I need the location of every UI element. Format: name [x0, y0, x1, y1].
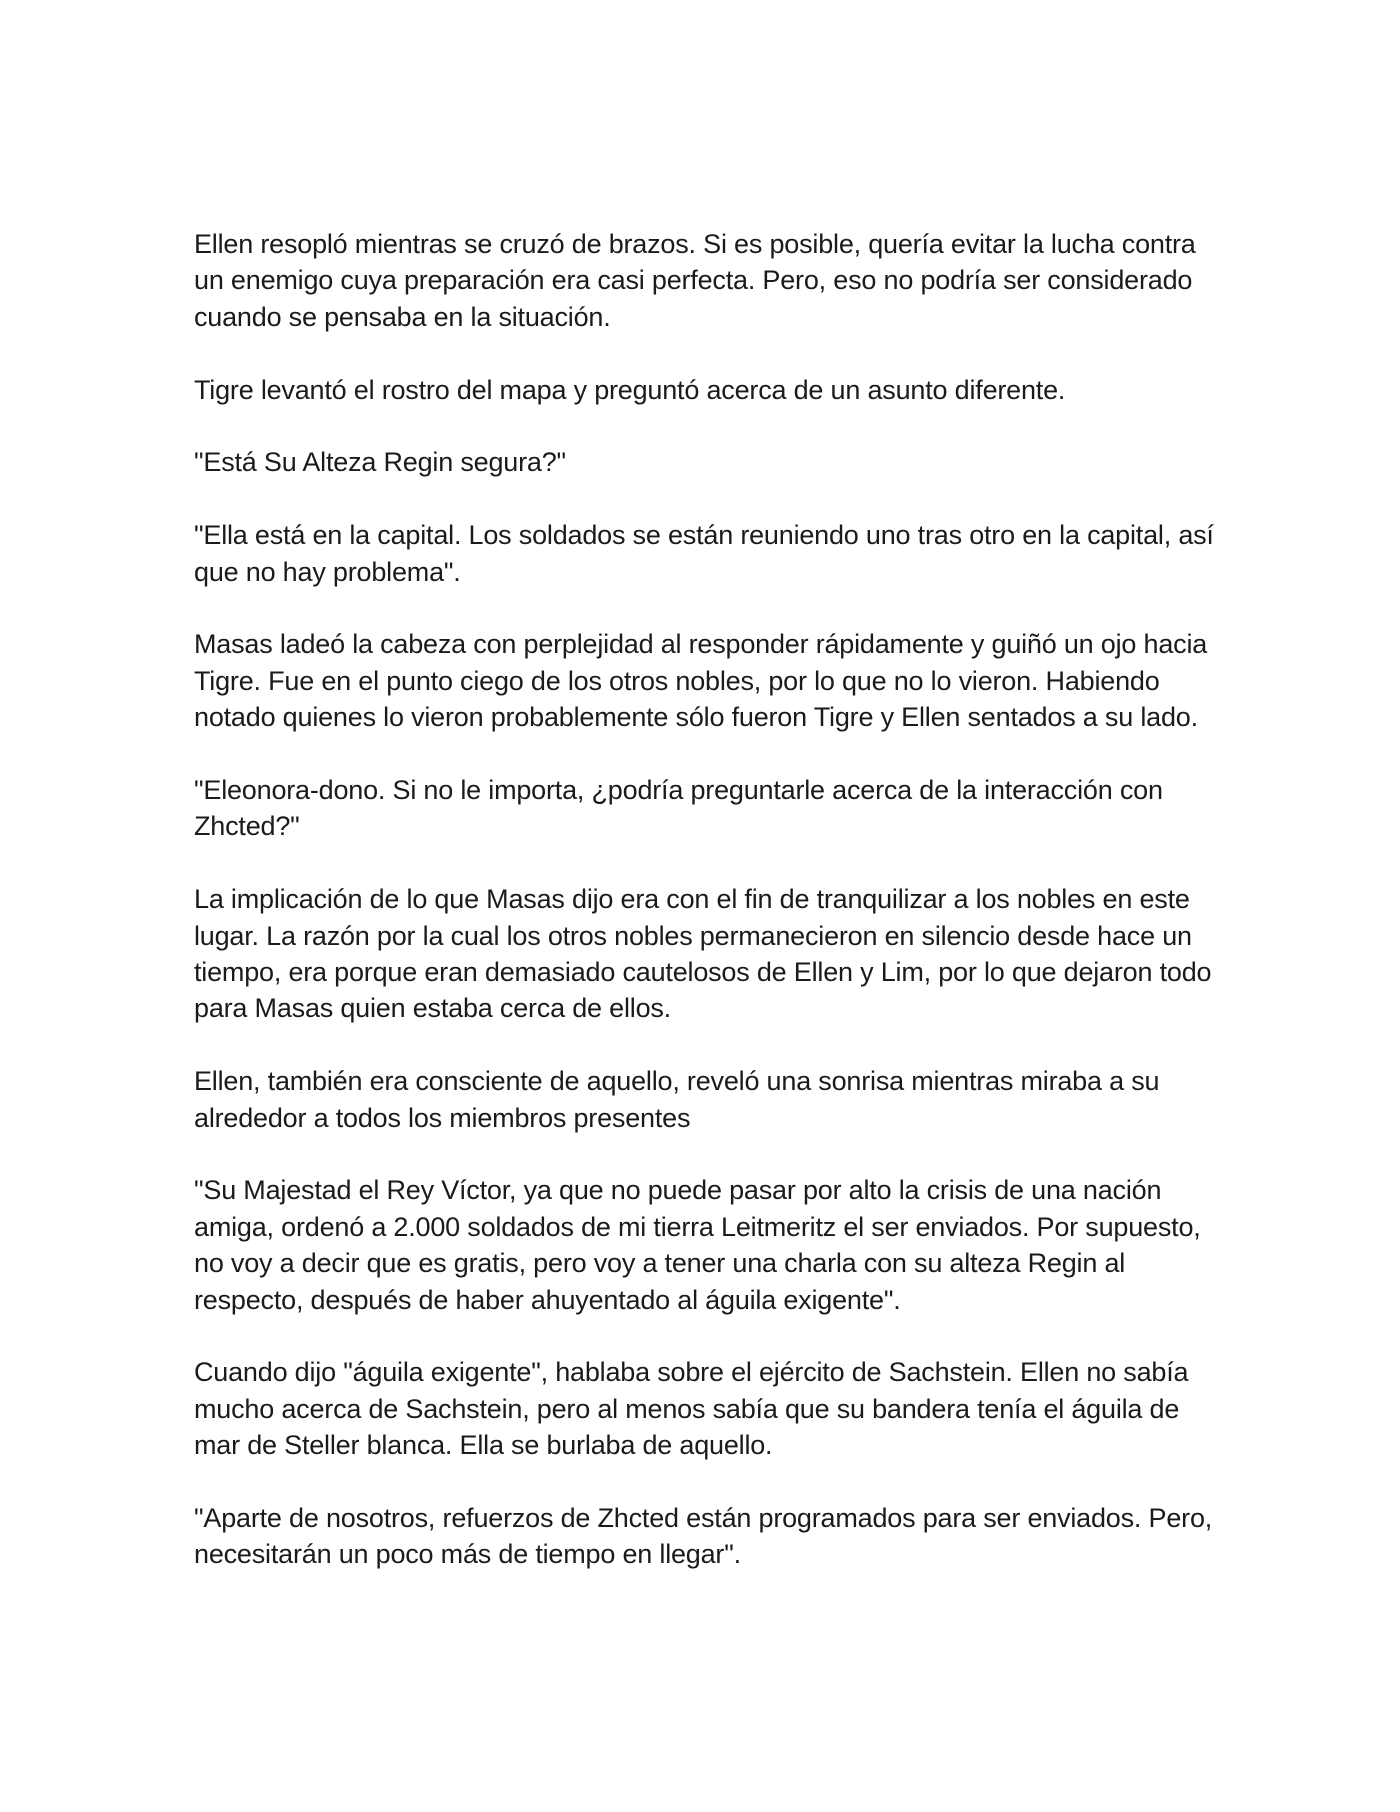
- paragraph-4: "Ella está en la capital. Los soldados se están reuniendo uno tras otro en la capital, así que no hay problema".: [194, 520, 1214, 587]
- paragraph-1: Ellen resopló mientras se cruzó de brazos. Si es posible, quería evitar la lucha contra un enemigo cuya preparación era casi perfecta. Pero, eso no podría ser considerado cuando se pensaba en la situación.: [194, 229, 1196, 332]
- paragraph-5: Masas ladeó la cabeza con perplejidad al responder rápidamente y guiñó un ojo hacia Tigre. Fue en el punto ciego de los otros nobles, por lo que no lo vieron. Habiendo notado quienes lo vieron probablemente sólo fueron Tigre y Ellen sentados a su lado.: [194, 629, 1208, 733]
- paragraph-8: Ellen, también era consciente de aquello, reveló una sonrisa mientras miraba a su alrededor a todos los miembros presentes: [194, 1066, 1160, 1133]
- paragraph-3: "Está Su Alteza Regin segura?": [194, 447, 566, 478]
- paragraph-11: "Aparte de nosotros, refuerzos de Zhcted están programados para ser enviados. Pero, necesitarán un poco más de tiempo en llegar".: [194, 1503, 1213, 1570]
- paragraph-10: Cuando dijo "águila exigente", hablaba sobre el ejército de Sachstein. Ellen no sabía mucho acerca de Sachstein, pero al menos sabía que su bandera tenía el águila de mar de Steller blanca. Ella se burlaba de aquello.: [194, 1357, 1189, 1461]
- paragraph-9: "Su Majestad el Rey Víctor, ya que no puede pasar por alto la crisis de una nación amiga, ordenó a 2.000 soldados de mi tierra Leitmeritz el ser enviados. Por supuesto, no voy a decir que es gratis, pero voy a tener una charla con su alteza Regin al respecto, después de haber ahuyentado al águila exigente".: [194, 1175, 1201, 1315]
- paragraph-2: Tigre levantó el rostro del mapa y preguntó acerca de un asunto diferente.: [194, 374, 1066, 405]
- document-body: [194, 226, 1214, 1609]
- paragraph-6: "Eleonora-dono. Si no le importa, ¿podría preguntarle acerca de la interacción con Zhcted?": [194, 775, 1163, 842]
- paragraph-7: La implicación de lo que Masas dijo era con el fin de tranquilizar a los nobles en este lugar. La razón por la cual los otros nobles permanecieron en silencio desde hace un tiempo, era porque eran demasiado cautelosos de Ellen y Lim, por lo que dejaron todo para Masas quien estaba cerca de ellos.: [194, 884, 1212, 1024]
